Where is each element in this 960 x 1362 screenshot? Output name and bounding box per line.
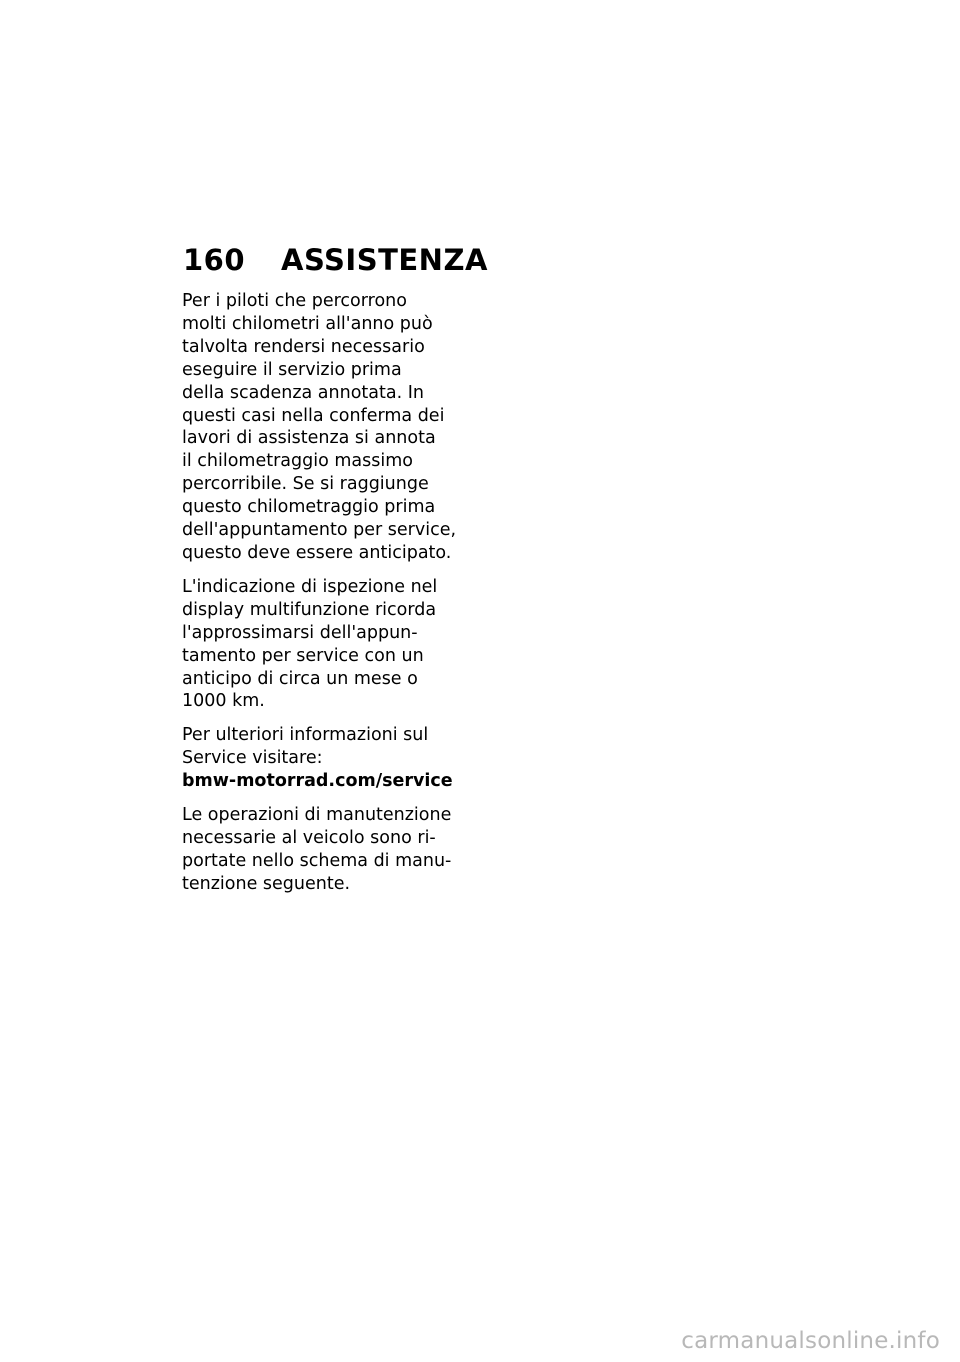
text-line: tenzione seguente. xyxy=(182,873,351,894)
text-line: questi casi nella conferma dei xyxy=(182,405,445,426)
text-line: eseguire il servizio prima xyxy=(182,359,402,380)
text-line: necessarie al veicolo sono ri- xyxy=(182,827,436,848)
text-line: il chilometraggio massimo xyxy=(182,451,413,472)
paragraph-2 xyxy=(182,576,447,713)
text-line: Per ulteriori informazioni sul xyxy=(182,725,429,746)
paragraph-1 xyxy=(182,290,457,565)
text-line: dell'appuntamento per service, xyxy=(182,520,457,541)
page-number: 160 xyxy=(183,243,246,277)
text-line: questo chilometraggio prima xyxy=(182,497,436,518)
watermark: carmanualsonline.info xyxy=(681,1328,940,1354)
text-line: percorribile. Se si raggiunge xyxy=(182,474,429,495)
text-line: talvolta rendersi necessario xyxy=(182,336,425,357)
paragraph-4 xyxy=(182,804,452,896)
body-text xyxy=(182,290,457,907)
text-line: display multifunzione ricorda xyxy=(182,599,437,620)
text-line: della scadenza annotata. In xyxy=(182,382,424,403)
page-header xyxy=(183,243,488,277)
text-line: l'approssimarsi dell'appun- xyxy=(182,622,418,643)
text-line: 1000 km. xyxy=(182,691,265,712)
text-line: tamento per service con un xyxy=(182,645,424,666)
text-line: L'indicazione di ispezione nel xyxy=(182,576,438,597)
text-line: questo deve essere anticipato. xyxy=(182,542,452,563)
section-title: ASSISTENZA xyxy=(281,243,488,277)
text-line: Service visitare: xyxy=(182,748,323,769)
text-line: molti chilometri all'anno può xyxy=(182,313,433,334)
text-line: lavori di assistenza si annota xyxy=(182,428,436,449)
service-website-link[interactable]: bmw-motorrad.com/service xyxy=(182,771,453,792)
paragraph-3 xyxy=(182,724,453,793)
text-line: portate nello schema di manu- xyxy=(182,850,452,871)
text-line: Le operazioni di manutenzione xyxy=(182,805,452,826)
text-line: Per i piloti che percorrono xyxy=(182,291,407,311)
text-line: anticipo di circa un mese o xyxy=(182,668,418,689)
